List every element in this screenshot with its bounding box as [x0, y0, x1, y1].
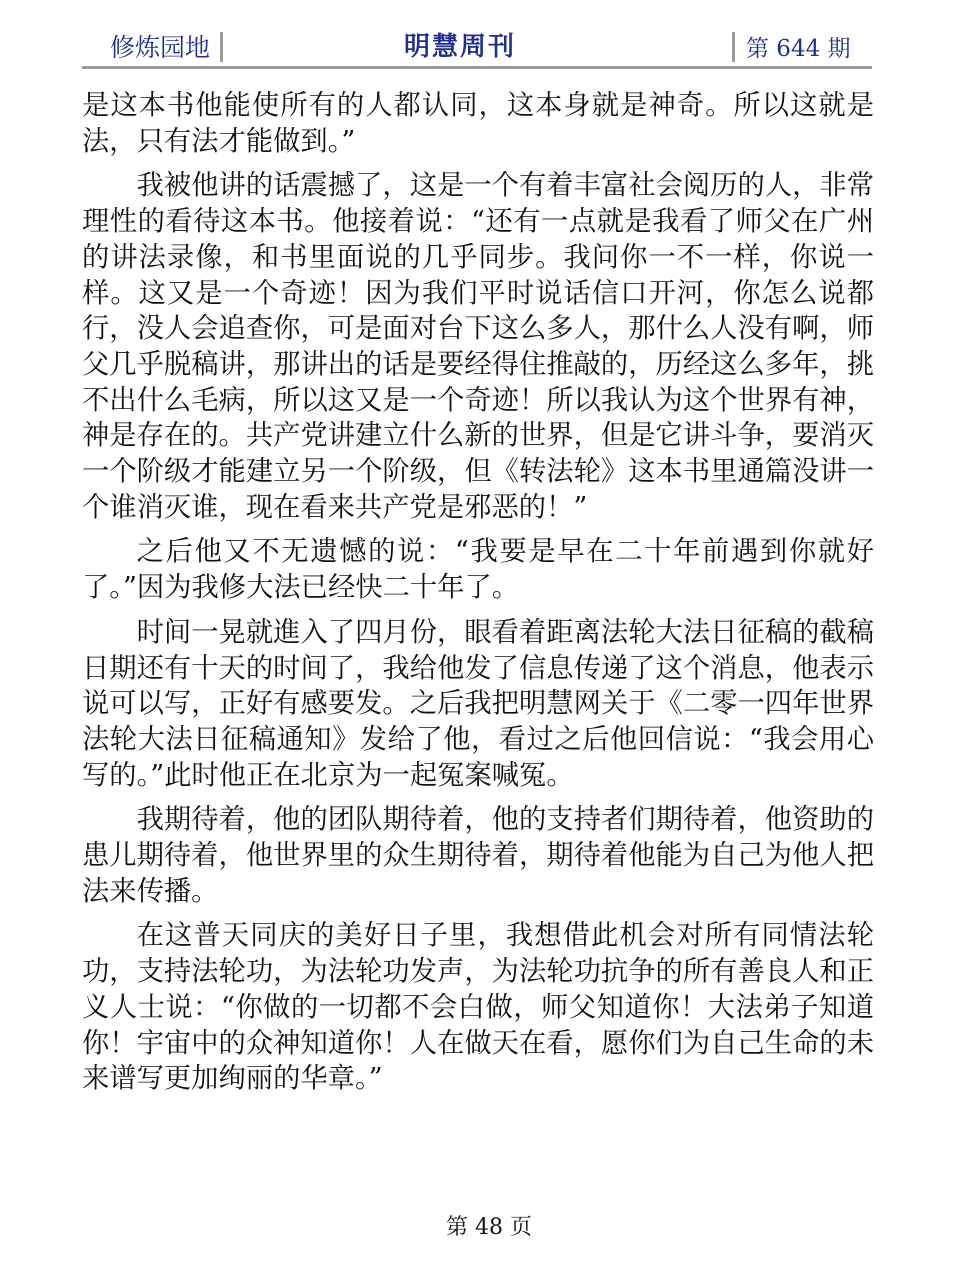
issue-number: 第 644 期 — [746, 36, 851, 62]
paragraph: 在这普天同庆的美好日子里，我想借此机会对所有同情法轮功，支持法轮功，为法轮功发声，为法轮功抗争的所有善良人和正义人士说：“你做的一切都不会白做，师父知道你！大法弟子知道你！宇宙中的众神知道你！人在做天在看，愿你们为自己生命的未来谱写更加绚丽的华章。” — [82, 920, 874, 1095]
page-header — [82, 26, 872, 70]
paragraph: 我期待着，他的团队期待着，他的支持者们期待着，他资助的患儿期待着，他世界里的众生期待着，期待着他能为自己为他人把法来传播。 — [82, 804, 874, 907]
paragraph: 我被他讲的话震撼了，这是一个有着丰富社会阅历的人，非常理性的看待这本书。他接着说：“还有一点就是我看了师父在广州的讲法录像，和书里面说的几乎同步。我问你一不一样，你说一样。这又是一个奇迹！因为我们平时说话信口开河，你怎么说都行，没人会追查你，可是面对台下这么多人，那什么人没有啊，师父几乎脱稿讲，那讲出的话是要经得住推敲的，历经这么多年，挑不出什么毛病，所以这又是一个奇迹！所以我认为这个世界有神，神是存在的。共产党讲建立什么新的世界，但是它讲斗争，要消灭一个阶级才能建立另一个阶级，但《转法轮》这本书里通篇没讲一个谁消灭谁，现在看来共产党是邪恶的！” — [82, 170, 874, 523]
article-body — [82, 88, 874, 1106]
header-divider — [220, 32, 223, 62]
header-divider — [732, 32, 735, 62]
paragraph: 之后他又不无遗憾的说：“我要是早在二十年前遇到你就好了。”因为我修大法已经快二十年了。 — [82, 536, 874, 604]
section-name: 修炼园地 — [110, 33, 211, 62]
header-rule — [82, 66, 872, 69]
page-number: 第 48 页 — [446, 1215, 532, 1240]
publication-title: 明慧周刊 — [404, 32, 517, 62]
paragraph: 时间一晃就進入了四月份，眼看着距离法轮大法日征稿的截稿日期还有十天的时间了，我给他发了信息传递了这个消息，他表示说可以写，正好有感要发。之后我把明慧网关于《二零一四年世界法轮大法日征稿通知》发给了他，看过之后他回信说：“我会用心写的。”此时他正在北京为一起冤案喊冤。 — [82, 616, 874, 791]
paragraph: 是这本书他能使所有的人都认同，这本身就是神奇。所以这就是法，只有法才能做到。” — [82, 90, 874, 157]
